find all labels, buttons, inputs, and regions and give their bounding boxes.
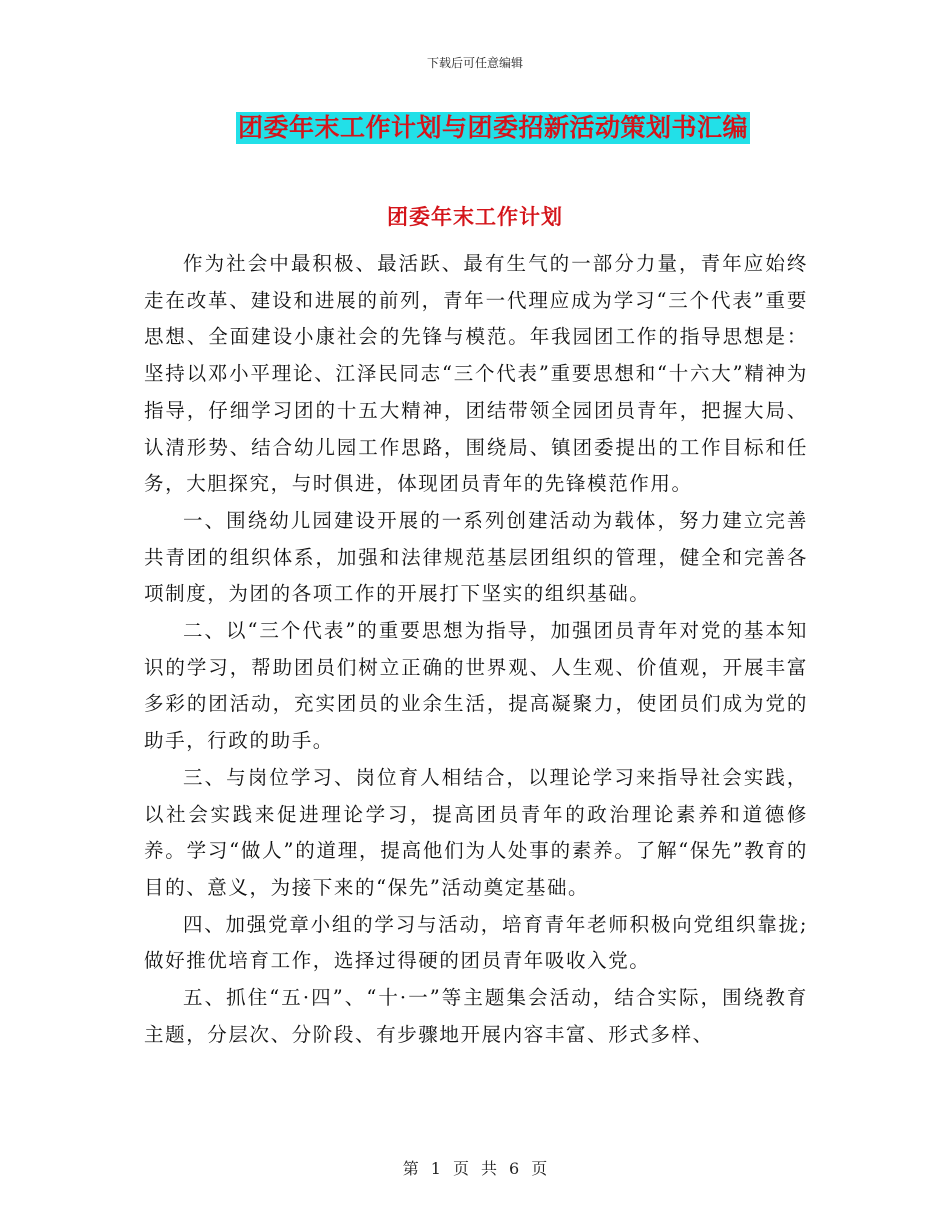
paragraph: 五、抓住“五·四”、“十·一”等主题集会活动，结合实际，围绕教育主题，分层次、分阶段、有步骤地开展内容丰富、形式多样、 bbox=[144, 986, 808, 1046]
footer-label-unit: 页 bbox=[452, 1159, 469, 1178]
section-title: 团委年末工作计划 bbox=[387, 205, 563, 229]
paragraph: 作为社会中最积极、最活跃、最有生气的一部分力量，青年应始终走在改革、建设和进展的前列，青年一代理应成为学习“三个代表”重要思想、全面建设小康社会的先锋与模范。年我园团工作的指导思想是：坚持以邓小平理论、江泽民同志“三个代表”重要思想和“十六大”精神为指导，仔细学习团的十五大精神，团结带领全园团员青年，把握大局、认清形势、结合幼儿园工作思路，围绕局、镇团委提出的工作目标和任务，大胆探究，与时俱进，体现团员青年的先锋模范作用。 bbox=[144, 252, 808, 496]
footer-total-pages: 6 bbox=[509, 1159, 520, 1178]
header-note: 下载后可任意编辑 bbox=[426, 56, 523, 70]
body-text bbox=[144, 246, 808, 1053]
paragraph: 二、以“三个代表”的重要思想为指导，加强团员青年对党的基本知识的学习，帮助团员们树立正确的世界观、人生观、价值观，开展丰富多彩的团活动，充实团员的业余生活，提高凝聚力，使团员们成为党的助手，行政的助手。 bbox=[144, 619, 808, 753]
paragraph: 四、加强党章小组的学习与活动，培育青年老师积极向党组织靠拢;做好推优培育工作，选择过得硬的团员青年吸收入党。 bbox=[144, 912, 808, 973]
footer-label-total: 共 bbox=[481, 1159, 498, 1178]
paragraph: 三、与岗位学习、岗位育人相结合，以理论学习来指导社会实践，以社会实践来促进理论学习，提高团员青年的政治理论素养和道德修养。学习“做人”的道理，提高他们为人处事的素养。了解“保先”教育的目的、意义，为接下来的“保先”活动奠定基础。 bbox=[144, 765, 808, 899]
footer-label-unit2: 页 bbox=[531, 1159, 548, 1178]
document-title: 团委年末工作计划与团委招新活动策划书汇编 bbox=[238, 113, 749, 142]
paragraph: 一、围绕幼儿园建设开展的一系列创建活动为载体，努力建立完善共青团的组织体系，加强和法律规范基层团组织的管理，健全和完善各项制度，为团的各项工作的开展打下坚实的组织基础。 bbox=[144, 508, 808, 606]
footer-label-page: 第 bbox=[402, 1159, 419, 1178]
page-footer bbox=[0, 1156, 950, 1179]
footer-page-number: 1 bbox=[430, 1159, 441, 1178]
